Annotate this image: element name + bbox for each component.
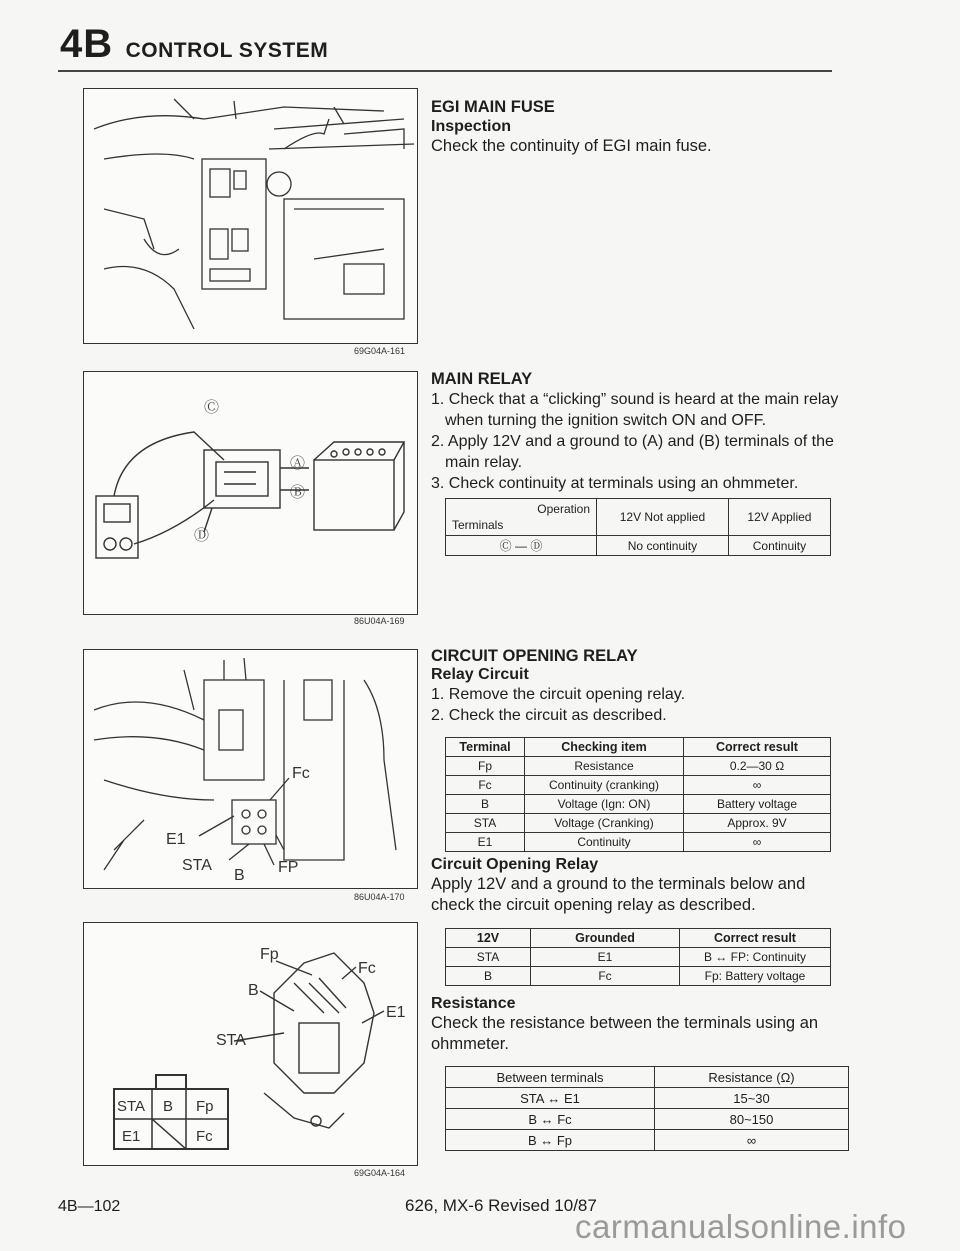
table-row	[446, 967, 831, 986]
resistance-section	[431, 995, 851, 1055]
table-cell: E1	[531, 948, 680, 967]
table-cell: Resistance	[525, 757, 684, 776]
corner-top-label: Operation	[537, 502, 590, 516]
table-cell: STA	[446, 814, 525, 833]
table-cell: Voltage (Ign: ON)	[525, 795, 684, 814]
table-cell: B	[446, 967, 531, 986]
table-row	[446, 795, 831, 814]
connector-pin: B	[163, 1098, 174, 1115]
section-heading: MAIN RELAY	[431, 370, 533, 388]
circuit-opening-relay-illustration	[84, 650, 417, 888]
section-title: CONTROL SYSTEM	[125, 39, 329, 62]
section-subheading: Inspection	[431, 118, 512, 135]
table-cell: STA	[446, 948, 531, 967]
terminal-label: Fp	[260, 946, 279, 963]
section-heading: CIRCUIT OPENING RELAY	[431, 647, 638, 665]
table-cell: B	[446, 795, 525, 814]
terminal-label: FP	[278, 859, 299, 876]
column-header: Correct result	[680, 929, 831, 948]
main-relay-table	[445, 498, 831, 556]
table-cell: ∞	[684, 776, 831, 795]
figure-caption: 86U04A-170	[354, 892, 405, 902]
figure-circuit-opening-relay	[83, 649, 418, 889]
revision-note: 626, MX-6 Revised 10/87	[405, 1196, 597, 1215]
step-item: 1. Remove the circuit opening relay.	[431, 686, 686, 703]
table-row	[446, 833, 831, 852]
connector-pin: STA	[117, 1098, 146, 1115]
table-cell: Fp: Battery voltage	[680, 967, 831, 986]
connector-pin: Fp	[196, 1098, 214, 1115]
figure-egi-fuse	[83, 88, 418, 344]
column-header: Grounded	[531, 929, 680, 948]
page-header	[60, 22, 328, 67]
column-header: 12V	[446, 929, 531, 948]
section-heading: EGI MAIN FUSE	[431, 98, 555, 116]
relay-connector-illustration	[84, 923, 417, 1165]
table-cell: 15~30	[655, 1088, 849, 1109]
terminal-label: STA	[182, 857, 212, 874]
table-cell: STA ↔ E1	[446, 1088, 655, 1109]
step-list	[431, 684, 851, 726]
section-number: 4B	[60, 22, 114, 66]
figure-main-relay	[83, 371, 418, 615]
terminal-label: Fc	[292, 765, 310, 782]
relay-test-table	[445, 928, 831, 986]
column-header: Checking item	[525, 738, 684, 757]
corner-cell	[446, 499, 597, 536]
table-cell: Voltage (Cranking)	[525, 814, 684, 833]
step-item: 1. Check that a “clicking” sound is heard at the main relay when turning the ignition switch ON and OFF.	[431, 391, 839, 429]
terminal-label: Ⓑ	[290, 484, 306, 501]
table-row	[446, 1109, 849, 1130]
column-header: Correct result	[684, 738, 831, 757]
step-item: 2. Apply 12V and a ground to (A) and (B) terminals of the main relay.	[431, 433, 834, 471]
table-row	[446, 536, 831, 556]
table-header-row	[446, 499, 831, 536]
relay-circuit-table	[445, 737, 831, 852]
section-subheading: Relay Circuit	[431, 666, 529, 683]
terminal-label: B	[248, 982, 259, 999]
figure-caption: 69G04A-164	[354, 1168, 406, 1178]
step-list	[431, 389, 851, 494]
table-cell: Ⓒ — Ⓓ	[446, 536, 597, 556]
terminal-label: Ⓓ	[194, 527, 210, 544]
table-cell: ∞	[684, 833, 831, 852]
figure-caption: 86U04A-169	[354, 616, 405, 626]
table-cell: 0.2—30 Ω	[684, 757, 831, 776]
figure-relay-connector	[83, 922, 418, 1166]
circuit-opening-relay-section	[431, 647, 851, 726]
terminal-label: Ⓐ	[290, 455, 306, 472]
table-row	[446, 1088, 849, 1109]
table-row	[446, 948, 831, 967]
table-cell: Battery voltage	[684, 795, 831, 814]
table-cell: Continuity	[525, 833, 684, 852]
figure-caption: 69G04A-161	[354, 346, 406, 356]
column-header: 12V Not applied	[597, 499, 729, 536]
egi-main-fuse-section	[431, 98, 851, 157]
section-subheading: Circuit Opening Relay	[431, 856, 599, 873]
table-cell: No continuity	[597, 536, 729, 556]
fuse-box-illustration	[84, 89, 417, 343]
table-header-row	[446, 1067, 849, 1088]
body-text: Check the continuity of EGI main fuse.	[431, 137, 712, 155]
header-rule	[58, 70, 832, 72]
table-cell: ∞	[655, 1130, 849, 1151]
table-header-row	[446, 738, 831, 757]
main-relay-test-illustration	[84, 372, 417, 614]
table-cell: Continuity (cranking)	[525, 776, 684, 795]
column-header: 12V Applied	[728, 499, 830, 536]
table-cell: Approx. 9V	[684, 814, 831, 833]
column-header: Resistance (Ω)	[655, 1067, 849, 1088]
body-text: Apply 12V and a ground to the terminals below and check the circuit opening relay as described.	[431, 875, 806, 914]
terminal-label: Ⓒ	[204, 399, 220, 416]
table-cell: Fc	[446, 776, 525, 795]
terminal-label: E1	[386, 1004, 406, 1021]
step-item: 2. Check the circuit as described.	[431, 707, 667, 724]
terminal-label: B	[234, 867, 245, 884]
column-header: Between terminals	[446, 1067, 655, 1088]
corner-bottom-label: Terminals	[452, 518, 504, 532]
table-row	[446, 776, 831, 795]
table-cell: B ↔ Fc	[446, 1109, 655, 1130]
resistance-table	[445, 1066, 849, 1151]
watermark: carmanualsonline.info	[575, 1208, 907, 1245]
table-cell: E1	[446, 833, 525, 852]
section-subheading: Resistance	[431, 995, 516, 1012]
table-cell: Fc	[531, 967, 680, 986]
terminal-label: STA	[216, 1032, 246, 1049]
table-row	[446, 757, 831, 776]
table-header-row	[446, 929, 831, 948]
body-text: Check the resistance between the terminals using an ohmmeter.	[431, 1014, 819, 1053]
page-number: 4B—102	[58, 1198, 121, 1215]
connector-pin: E1	[122, 1128, 141, 1145]
main-relay-section	[431, 370, 851, 494]
table-cell: B ↔ Fp	[446, 1130, 655, 1151]
terminal-label: Fc	[358, 960, 376, 977]
table-cell: B ↔ FP: Continuity	[680, 948, 831, 967]
table-row	[446, 1130, 849, 1151]
connector-diagram	[114, 1075, 228, 1149]
table-cell: Fp	[446, 757, 525, 776]
table-row	[446, 814, 831, 833]
step-item: 3. Check continuity at terminals using an ohmmeter.	[431, 475, 799, 492]
relay-test-section	[431, 856, 851, 916]
table-cell: 80~150	[655, 1109, 849, 1130]
terminal-label: E1	[166, 831, 186, 848]
connector-pin: Fc	[196, 1128, 213, 1145]
table-cell: Continuity	[728, 536, 830, 556]
column-header: Terminal	[446, 738, 525, 757]
